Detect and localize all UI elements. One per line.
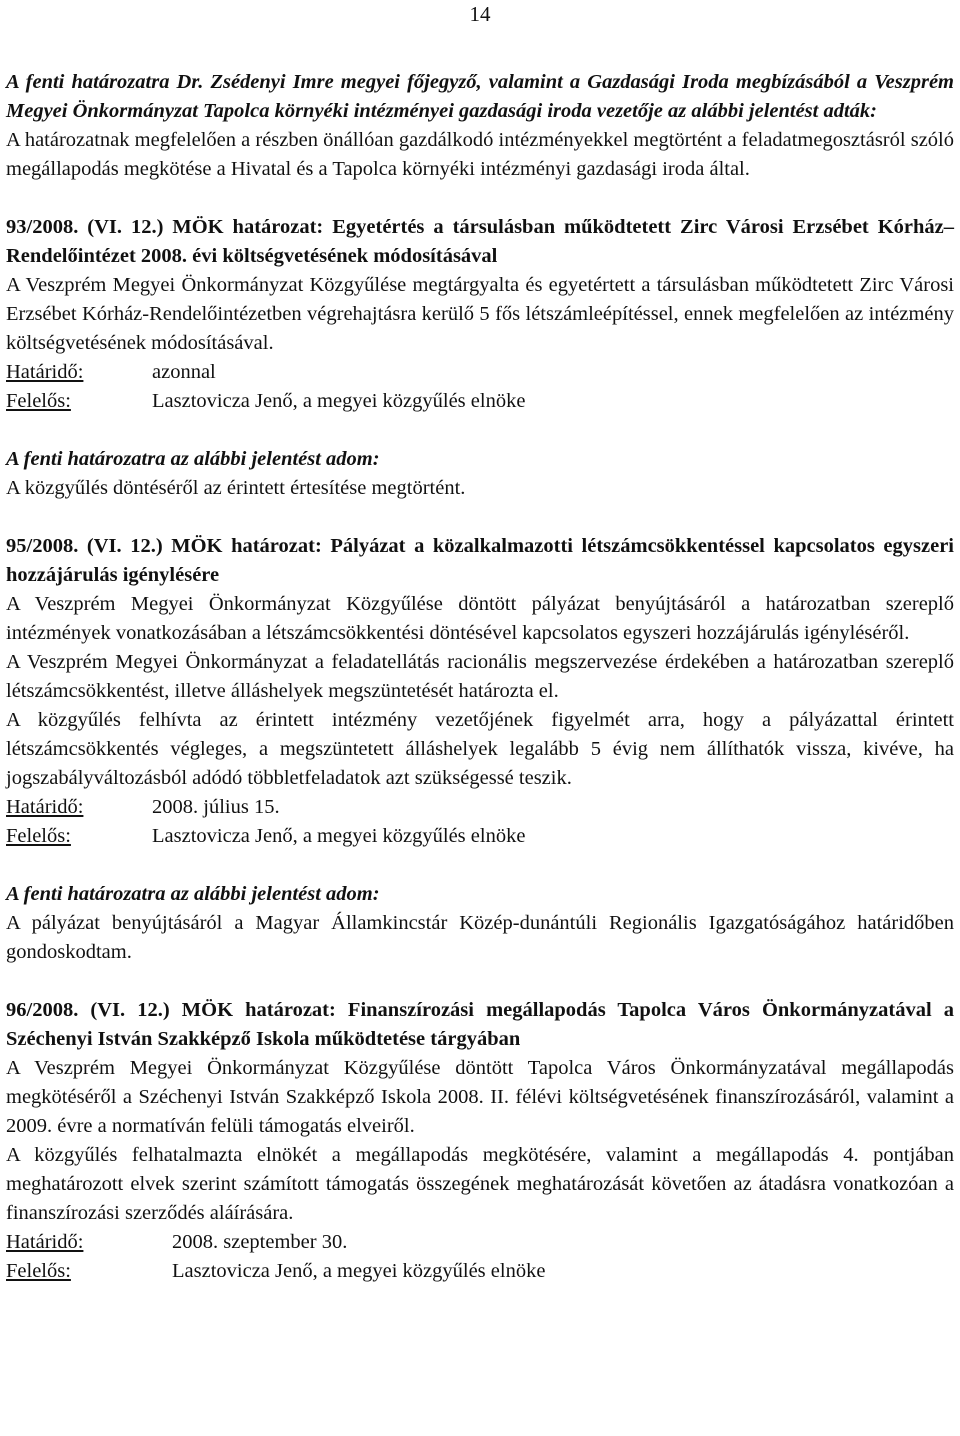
responsible-line <box>6 822 954 851</box>
responsible-value: Lasztovicza Jenő, a megyei közgyűlés elnöke <box>172 1260 546 1282</box>
deadline-value: 2008. szeptember 30. <box>172 1231 348 1253</box>
deadline-label: Határidő: <box>6 361 84 383</box>
resolution-paragraph: A Veszprém Megyei Önkormányzat Közgyűlése döntött pályázat benyújtásáról a határozatban szereplő intézmények vonatkozásában a létszámcsökkentési döntésével kapcsolatos egyszeri hozzájárulás igényléséről. <box>6 593 954 644</box>
intro-italic-paragraph: A fenti határozatra Dr. Zsédenyi Imre megyei főjegyző, valamint a Gazdasági Iroda megbízásából a Veszprém Megyei Önkormányzat Tapolca környéki intézményei gazdasági irodа vezetője az alábbi jelentést adták: <box>6 71 954 122</box>
report-heading: A fenti határozatra az alábbi jelentést adom: <box>6 883 380 905</box>
resolution-title: 95/2008. (VI. 12.) MÖK határozat: Pályázat a közalkalmazotti létszámcsökkentéssel kapcsolatos egyszeri hozzájárulás igénylésére <box>6 535 954 586</box>
deadline-line <box>6 793 954 822</box>
responsible-line <box>6 387 954 416</box>
resolution-95 <box>6 532 954 967</box>
resolution-paragraph: A Veszprém Megyei Önkormányzat Közgyűlése megtárgyalta és egyetértett a társulásban működtetett Zirc Városi Erzsébet Kórház-Rendelőintézetben végrehajtásra kerülő 5 fős létszámleépítéssel, ennek megfelelően az intézmény költségvetésének módosításával. <box>6 274 954 354</box>
report-heading: A fenti határozatra az alábbi jelentést adom: <box>6 448 380 470</box>
resolution-paragraph: A közgyűlés felhívta az érintett intézmény vezetőjének figyelmét arra, hogy a pályázattal érintett létszámcsökkentés végleges, a megszüntetett álláshelyek legalább 5 évig nem állíthatók vissza, kivéve, ha jogszabályváltozásból adódó többletfeladatok azt szükségessé teszik. <box>6 709 954 789</box>
intro-body-paragraph: A határozatnak megfelelően a részben önállóan gazdálkodó intézményekkel megtörtént a feladatmegosztásról szóló megállapodás megkötése a Hivatal és a Tapolca környéki intézményi gazdasági iroda által. <box>6 129 954 180</box>
page-number: 14 <box>469 2 491 26</box>
responsible-line <box>6 1257 954 1286</box>
responsible-value: Lasztovicza Jenő, a megyei közgyűlés elnöke <box>152 825 526 847</box>
resolution-title: 96/2008. (VI. 12.) MÖK határozat: Finanszírozási megállapodás Tapolca Város Önkormányzatával a Széchenyi István Szakképző Iskola működtetése tárgyában <box>6 999 954 1050</box>
deadline-value: azonnal <box>152 361 216 383</box>
resolution-paragraph: A Veszprém Megyei Önkormányzat Közgyűlése döntött Tapolca Város Önkormányzatával megállapodás megkötéséről a Széchenyi István Szakképző Iskola 2008. II. félévi költségvetésének finanszírozásáról, valamint a 2009. évre a normatíván felüli támogatás elveiről. <box>6 1057 954 1137</box>
deadline-value: 2008. július 15. <box>152 796 280 818</box>
responsible-label: Felelős: <box>6 825 71 847</box>
deadline-label: Határidő: <box>6 1231 84 1253</box>
report-text: A pályázat benyújtásáról a Magyar Államkincstár Közép-dunántúli Regionális Igazgatóságához határidőben gondoskodtam. <box>6 912 954 963</box>
resolution-paragraph: A közgyűlés felhatalmazta elnökét a megállapodás megkötésére, valamint a megállapodás 4. pontjában meghatározott elvek szerint számított támogatás összegének meghatározását követően az átadásra vonatkozóan a finanszírozási szerződés aláírására. <box>6 1144 954 1224</box>
responsible-label: Felelős: <box>6 390 71 412</box>
resolution-title: 93/2008. (VI. 12.) MÖK határozat: Egyetértés a társulásban működtetett Zirc Városi Erzsébet Kórház–Rendelőintézet 2008. évi költségvetésének módosításával <box>6 216 954 267</box>
responsible-value: Lasztovicza Jenő, a megyei közgyűlés elnöke <box>152 390 526 412</box>
resolution-93 <box>6 213 954 503</box>
responsible-label: Felelős: <box>6 1260 71 1282</box>
deadline-line <box>6 358 954 387</box>
report-text: A közgyűlés döntéséről az érintett értesítése megtörtént. <box>6 477 466 499</box>
resolution-96 <box>6 996 954 1286</box>
document-body <box>6 68 954 1286</box>
resolution-paragraph: A Veszprém Megyei Önkormányzat a feladatellátás racionális megszervezése érdekében a határozatban szereplő létszámcsökkentést, illetve álláshelyek megszüntetését határozta el. <box>6 651 954 702</box>
deadline-line <box>6 1228 954 1257</box>
deadline-label: Határidő: <box>6 796 84 818</box>
